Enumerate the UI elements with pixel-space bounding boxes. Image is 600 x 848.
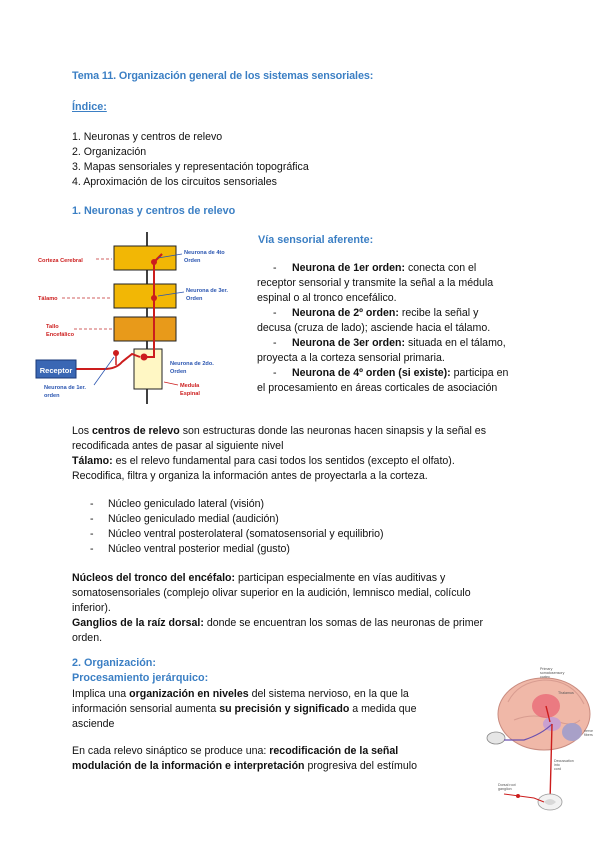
afferent-item-1-cont-1: receptor sensorial y transmite la señal a la médula bbox=[257, 277, 494, 289]
talamo-text: es el relevo fundamental para casi todos los sentidos (excepto el olfato). bbox=[112, 455, 455, 467]
neuron-2nd-soma bbox=[141, 354, 148, 361]
tronco-paragraph bbox=[72, 571, 542, 586]
corteza-label: Corteza Cerebral bbox=[38, 258, 83, 264]
talamo-line2: Recodifica, filtra y organiza la información antes de proyectarla a la corteza. bbox=[72, 470, 428, 482]
s2-p2-bold2: modulación de la información e interpretación bbox=[72, 760, 305, 772]
n2-label-2: Orden bbox=[170, 369, 187, 375]
nucleus-item: - Núcleo ventral posterior medial (gusto) bbox=[90, 542, 384, 557]
s2-p1-bold1: organización en niveles bbox=[129, 688, 249, 700]
s2-p1-line2-pre: información sensorial aumenta bbox=[72, 703, 220, 715]
s2-p2-bold1: recodificación de la señal bbox=[269, 745, 399, 757]
afferent-item-1-cont-2: espinal o al tronco encefálico. bbox=[257, 292, 397, 304]
corteza-box bbox=[114, 246, 176, 270]
ganglion-label-1: Dorsal root bbox=[498, 783, 516, 787]
document-title: Tema 11. Organización general de los sistemas sensoriales: bbox=[72, 70, 374, 82]
afferent-list bbox=[257, 261, 547, 396]
cerebellum bbox=[562, 723, 582, 741]
s2-p2-pre: En cada relevo sináptico se produce una: bbox=[72, 745, 270, 757]
afferent-item-3: - Neurona de 3er orden: situada en el tálamo, bbox=[273, 337, 506, 349]
index-heading: Índice: bbox=[72, 101, 107, 113]
n2-label-1: Neurona de 2do. bbox=[170, 361, 214, 367]
tronco-text: participan especialmente en vías auditivas y bbox=[235, 572, 446, 584]
talamo-paragraph bbox=[72, 454, 542, 469]
receptor-label: Receptor bbox=[39, 366, 73, 375]
afferent-item-1: - Neurona de 1er orden: conecta con el bbox=[273, 262, 477, 274]
n4-label-1: Neurona de 4to bbox=[184, 250, 225, 256]
s2-p1-bold2: su precisión y significado bbox=[219, 703, 350, 715]
ganglios-paragraph bbox=[72, 616, 542, 631]
talamo-box bbox=[114, 284, 176, 308]
s2-p1-mid: del sistema nervioso, en la que la bbox=[248, 688, 409, 700]
afferent-item-4-text: participa en bbox=[450, 367, 509, 379]
afferent-item-4-cont-1: el procesamiento en áreas corticales de asociación bbox=[257, 382, 498, 394]
primary-label-2: somatosensory bbox=[540, 671, 565, 675]
ganglion-label-2: ganglion bbox=[498, 787, 512, 791]
afferent-heading: Vía sensorial aferente: bbox=[258, 234, 374, 246]
relay-p1-pre: Los bbox=[72, 425, 93, 437]
n3-label-2: Orden bbox=[186, 296, 203, 302]
afferent-item-3-cont-1: proyecta a la corteza sensorial primaria. bbox=[257, 352, 445, 364]
section2-p2 bbox=[72, 744, 452, 774]
section2-p1 bbox=[72, 687, 442, 732]
tronco-line3: inferior). bbox=[72, 602, 111, 614]
s2-p1-line2-post: a medida que bbox=[349, 703, 417, 715]
nerve-label-1: nerve bbox=[584, 729, 593, 733]
ganglios-line2: orden. bbox=[72, 632, 103, 644]
afferent-item-2-text: recibe la señal y bbox=[398, 307, 479, 319]
talamo-label: Tálamo bbox=[38, 296, 58, 302]
relay-p1 bbox=[72, 424, 542, 439]
nucleus-item: - Núcleo geniculado medial (audición) bbox=[90, 512, 384, 527]
ganglion-soma bbox=[516, 794, 520, 798]
afferent-item-3-bold: Neurona de 3er orden: bbox=[292, 337, 406, 349]
medula-label-1: Medula bbox=[180, 383, 200, 389]
thalamus-label: Thalamus bbox=[558, 691, 574, 695]
afferent-item-2-cont-1: decusa (cruza de lado); asciende hacia el tálamo. bbox=[257, 322, 491, 334]
index-item: 4. Aproximación de los circuitos sensoriales bbox=[72, 176, 277, 188]
s2-p1-line3: asciende bbox=[72, 718, 115, 730]
index-item: 1. Neuronas y centros de relevo bbox=[72, 131, 223, 143]
tallo-label-2: Encefálico bbox=[46, 332, 74, 338]
n1-label-2: orden bbox=[44, 393, 60, 399]
decussation-label-2: into bbox=[554, 763, 560, 767]
s2-p2-line2 bbox=[72, 759, 452, 774]
section2-heading: 2. Organización: bbox=[72, 657, 156, 669]
n4-label-2: Orden bbox=[184, 258, 201, 264]
section2-subheading: Procesamiento jerárquico: bbox=[72, 672, 209, 684]
tallo-label-1: Tallo bbox=[46, 324, 59, 330]
decussation-label-3: cord bbox=[554, 767, 561, 771]
afferent-pathway-diagram bbox=[34, 232, 256, 404]
tallo-box bbox=[114, 317, 176, 341]
tronco-section bbox=[72, 571, 542, 646]
relay-p1-post: son estructuras donde las neuronas hacen sinapsis y la señal es bbox=[179, 425, 486, 437]
n1-label-1: Neurona de 1er. bbox=[44, 385, 86, 391]
afferent-item-2: - Neurona de 2º orden: recibe la señal y bbox=[273, 307, 479, 319]
s2-p2-post: progresiva del estímulo bbox=[304, 760, 417, 772]
index-item: 2. Organización bbox=[72, 146, 147, 158]
sense-organ bbox=[487, 732, 505, 744]
s2-p1-pre: Implica una bbox=[72, 688, 130, 700]
primary-label-3: cortex bbox=[540, 675, 550, 679]
decussation-label-1: Decussation bbox=[554, 759, 574, 763]
medula-label-2: Espinal bbox=[180, 391, 200, 397]
ganglios-bold: Ganglios de la raíz dorsal: bbox=[72, 617, 204, 629]
ganglios-text: donde se encuentran los somas de las neuronas de primer bbox=[203, 617, 484, 629]
tronco-line2: somatosensoriales (complejo olivar superior en la audición, lemnisco medial, colículo bbox=[72, 587, 471, 599]
primary-label-1: Primary bbox=[540, 667, 553, 671]
medula-box bbox=[134, 349, 162, 389]
n3-label-1: Neurona de 3er. bbox=[186, 288, 228, 294]
section1-heading: 1. Neuronas y centros de relevo bbox=[72, 205, 236, 217]
talamo-bold: Tálamo: bbox=[72, 455, 113, 467]
s2-p1-line2 bbox=[72, 702, 442, 717]
afferent-item-3-text: situada en el tálamo, bbox=[405, 337, 506, 349]
nuclei-list bbox=[90, 497, 384, 557]
neuron-3rd-soma bbox=[151, 295, 157, 301]
index-list bbox=[72, 130, 309, 190]
afferent-item-1-text: conecta con el bbox=[405, 262, 477, 274]
afferent-item-4-bold: Neurona de 4º orden (si existe): bbox=[292, 367, 451, 379]
brain-pathway-diagram bbox=[484, 662, 600, 816]
s2-p1-line1 bbox=[72, 687, 442, 702]
afferent-item-4: - Neurona de 4º orden (si existe): participa en bbox=[273, 367, 509, 379]
nerve-label-2: fibers bbox=[584, 733, 593, 737]
relay-p1-line2: recodificada antes de pasar al siguiente nivel bbox=[72, 440, 284, 452]
s2-p2-line1 bbox=[72, 744, 452, 759]
nucleus-item: - Núcleo geniculado lateral (visión) bbox=[90, 497, 384, 512]
index-item: 3. Mapas sensoriales y representación topográfica bbox=[72, 161, 309, 173]
afferent-item-2-bold: Neurona de 2º orden: bbox=[292, 307, 399, 319]
afferent-item-1-bold: Neurona de 1er orden: bbox=[292, 262, 406, 274]
nucleus-item: - Núcleo ventral posterolateral (somatosensorial y equilibrio) bbox=[90, 527, 384, 542]
tronco-bold: Núcleos del tronco del encéfalo: bbox=[72, 572, 236, 584]
relay-section bbox=[72, 424, 542, 484]
relay-p1-bold: centros de relevo bbox=[92, 425, 180, 437]
